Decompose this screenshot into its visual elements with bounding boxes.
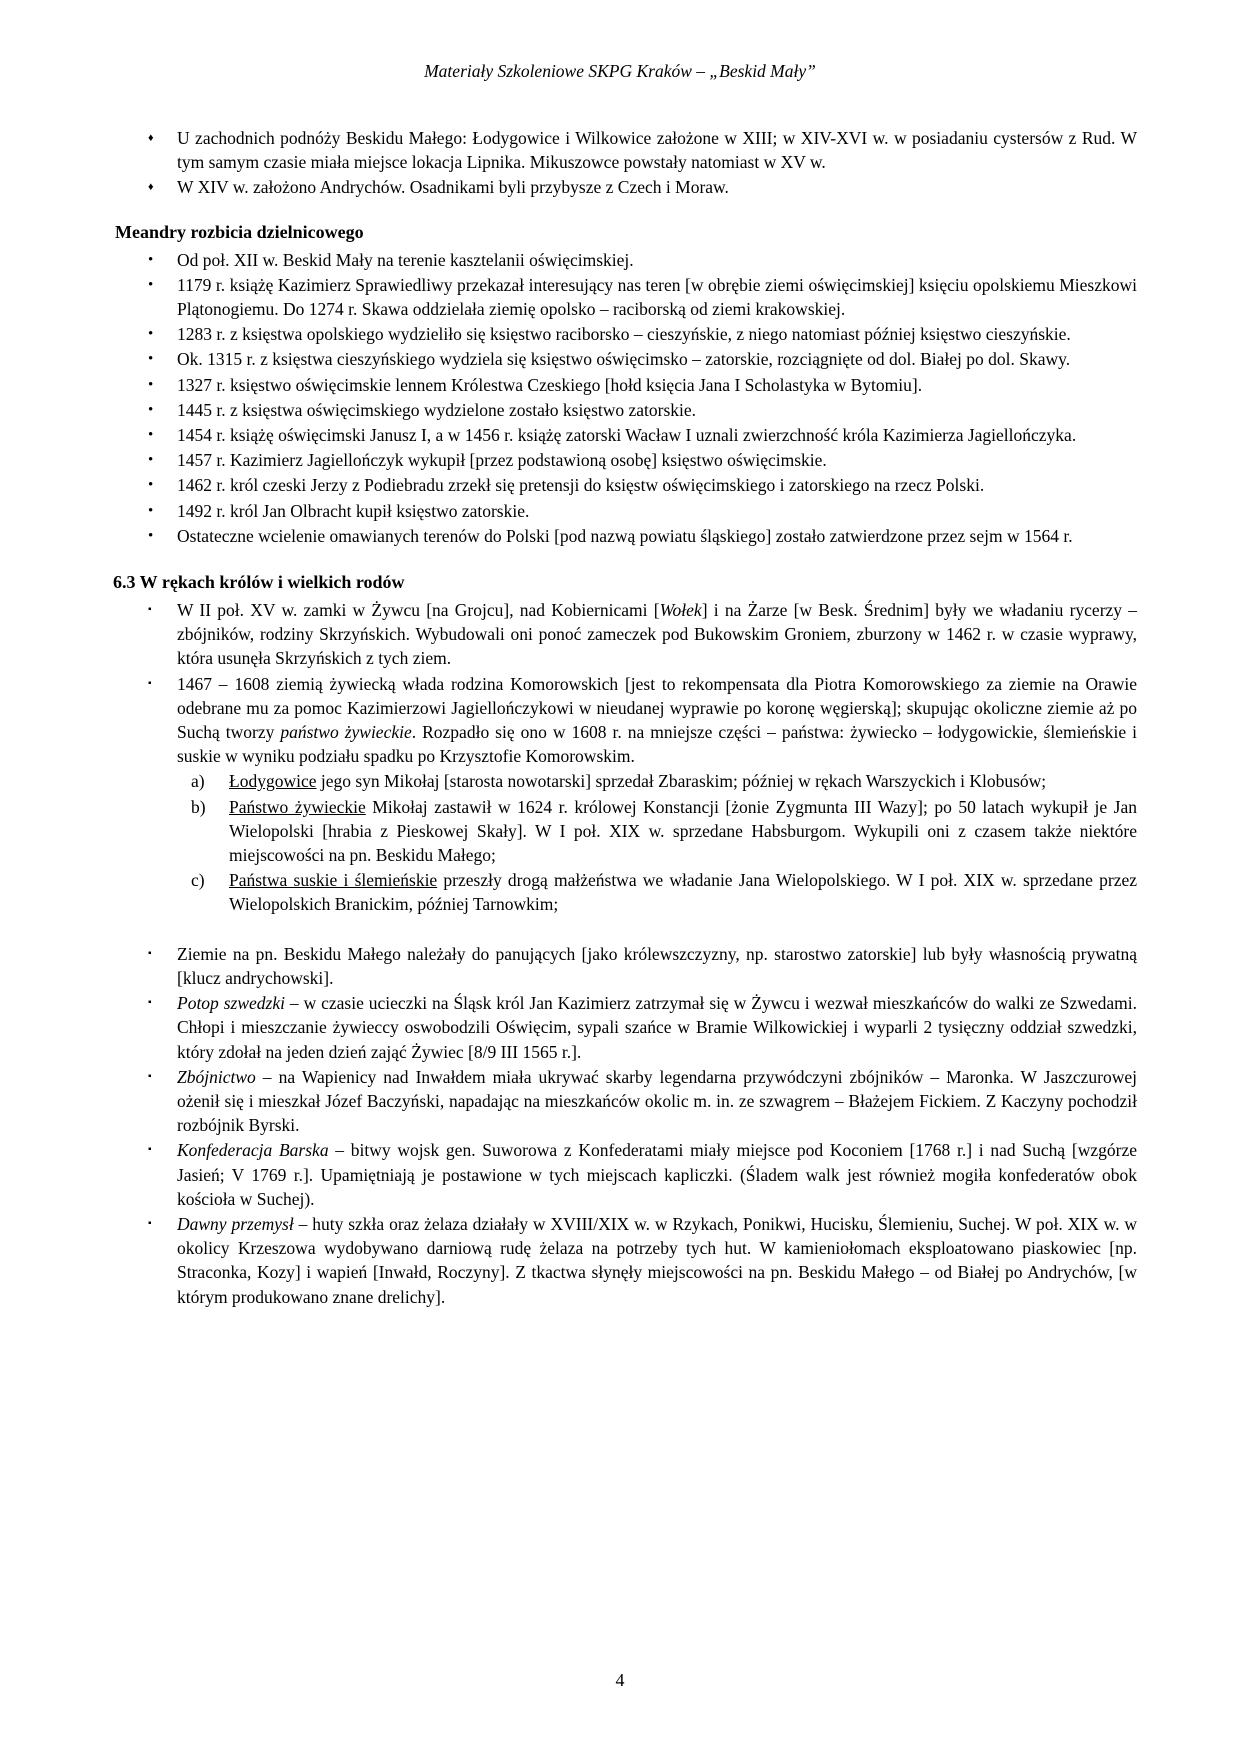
round-bullet-icon: • (148, 477, 154, 494)
list-item (103, 499, 1137, 523)
list-item-text: Od poł. XII w. Beskid Mały na terenie kasztelanii oświęcimskiej. (177, 249, 634, 270)
list-item-text: Dawny przemysł – huty szkła oraz żelaza działały w XVIII/XIX w. w Rzykach, Ponikwi, Hucisku, Ślemieniu, Suchej. W poł. XIX w. w okolicy Krzeszowa wydobywano darniową rudę żelaza na potrzeby tych hut. W kamieniołomach eksploatowano piaskowiec [np. Straconka, Kozy] i wapień [Inwałd, Roczyny]. Z tkactwa słynęły miejscowości na pn. Beskidu Małego – od Białej po Andrychów, [w którym produkowano znane drelichy]. (177, 1213, 1137, 1307)
list-item (103, 347, 1137, 371)
list-item-text: 1283 r. z księstwa opolskiego wydzieliło się księstwo raciborsko – cieszyńskie, z niego natomiast później księstwo cieszyńskie. (177, 324, 1071, 345)
round-bullet-icon: • (148, 376, 154, 393)
list-item (103, 175, 1137, 199)
list-item (103, 672, 1137, 769)
round-bullet-icon: • (148, 401, 154, 418)
list-item (103, 473, 1137, 497)
square-bullet-icon: ▪ (148, 947, 152, 959)
list-item (103, 1065, 1137, 1138)
section-heading-meandry: Meandry rozbicia dzielnicowego (115, 221, 364, 242)
square-bullet-icon: ▪ (148, 604, 152, 616)
list-item-text: Państwo żywieckie Mikołaj zastawił w 1624 r. królowej Konstancji [żonie Zygmunta III Wazy]; po 50 latach wykupił je Jan Wielopolski [hrabia z Pieskowej Skały]. W I poł. XIX w. sprzedane Habsburgom. Wykupili oni z czasem także niektóre miejscowości na pn. Beskidu Małego; (229, 796, 1137, 866)
list-item-text: 1457 r. Kazimierz Jagiellończyk wykupił [przez podstawioną osobę] księstwo oświęcimskie. (177, 450, 827, 471)
list-item-text: U zachodnich podnóży Beskidu Małego: Łodygowice i Wilkowice założone w XIII; w XIV-XVI w. w posiadaniu cystersów z Rud. W tym samym czasie miała miejsce lokacja Lipnika. Mikuszowce powstały natomiast w XV w. (177, 128, 1137, 173)
list-item-text: 1462 r. król czeski Jerzy z Podiebradu zrzekł się pretensji do księstw oświęcimskiego i zatorskiego na rzecz Polski. (177, 475, 985, 496)
list-item (103, 991, 1137, 1064)
list-item-text: Ziemie na pn. Beskidu Małego należały do panujących [jako królewszczyzny, np. starostwo zatorskie] lub były własnością prywatną [klucz andrychowski]. (177, 943, 1137, 988)
sub-list-item (103, 868, 1137, 916)
sub-list-item (103, 795, 1137, 868)
square-bullet-icon: ▪ (148, 1144, 152, 1156)
page-header-title: Materiały Szkoleniowe SKPG Kraków – „Beskid Mały” (424, 61, 816, 81)
list-item-text: 1467 – 1608 ziemią żywiecką włada rodzina Komorowskich [jest to rekompensata dla Piotra Komorowskiego za ziemie na Orawie odebrane mu za pomoc Kazimierzowi Jagiellończykowi w nieudanej wyprawie po koronę węgierską]; skupując okoliczne ziemie aż po Suchą tworzy państwo żywieckie. Rozpadło się ono w 1608 r. na mniejsze części – państwa: żywiecko – łodygowickie, ślemieńskie i suskie w wyniku podziału spadku po Krzysztofie Komorowskim. (177, 673, 1137, 767)
list-item (103, 373, 1137, 397)
round-bullet-icon: • (148, 527, 154, 544)
intro-bullet-list (103, 126, 1137, 200)
list-item (103, 448, 1137, 472)
list-item (103, 126, 1137, 174)
diamond-bullet-icon: ♦ (148, 132, 154, 144)
round-bullet-icon: • (148, 326, 154, 343)
square-bullet-icon: ▪ (148, 1217, 152, 1229)
list-item-text: Potop szwedzki – w czasie ucieczki na Śląsk król Jan Kazimierz zatrzymał się w Żywcu i wezwał mieszkańców do walki ze Szwedami. Chłopi i mieszczanie żywieccy oswobodzili Oświęcim, sypali szańce w Bramie Wilkowickiej i wyparli 2 tysięczny oddział szwedzki, który zdołał na jeden dzień zająć Żywiec [8/9 III 1565 r.]. (177, 993, 1137, 1062)
list-item-text: Państwa suskie i ślemieńskie przeszły drogą małżeństwa we władanie Jana Wielopolskiego. W I poł. XIX w. sprzedane przez Wielopolskich Branickim, później Tarnowkim; (229, 870, 1138, 915)
round-bullet-icon: • (148, 452, 154, 469)
list-item-text: 1327 r. księstwo oświęcimskie lennem Królestwa Czeskiego [hołd księcia Jana I Scholastyka w Bytomiu]. (177, 374, 923, 395)
list-item-label: b) (191, 796, 206, 817)
list-item (103, 398, 1137, 422)
square-bullet-icon: ▪ (148, 1070, 152, 1082)
list-item-label: a) (191, 771, 205, 792)
list-item-text: Zbójnictwo – na Wapienicy nad Inwałdem miała ukrywać skarby legendarna przywódczyni zbójników – Maronka. W Jaszczurowej ożenił się i mieszkał Józef Baczyński, napadając na mieszkańców okolic m. in. ze szwagrem – Błażejem Fickiem. Z Kaczyny pochodził rozbójnik Byrski. (177, 1066, 1137, 1136)
sub-list-item (103, 769, 1137, 793)
round-bullet-icon: • (148, 351, 154, 368)
page-number: 4 (615, 1670, 625, 1690)
list-item-text: W II poł. XV w. zamki w Żywcu [na Grojcu], nad Kobiernicami [Wołek] i na Żarze [w Besk. Średnim] były we władaniu rycerzy – zbójników, rodziny Skrzyńskich. Wybudowali oni ponoć zameczek pod Bukowskim Groniem, zburzony w 1462 r. w czasie wyprawy, która usunęła Skrzyńskich z tych ziem. (177, 600, 1138, 669)
list-item-text: W XIV w. założono Andrychów. Osadnikami byli przybysze z Czech i Moraw. (177, 177, 729, 198)
list-item-text: 1445 r. z księstwa oświęcimskiego wydzielone zostało księstwo zatorskie. (177, 399, 697, 420)
list-item (103, 524, 1137, 548)
list-item-text: 1179 r. książę Kazimierz Sprawiedliwy przekazał interesujący nas teren [w obrębie ziemi oświęcimskiej] księciu opolskiemu Mieszkowi Plątonogiemu. Do 1274 r. Skawa oddzielała ziemię opolsko – raciborską od ziemi krakowskiej. (177, 274, 1137, 320)
list-item (103, 942, 1137, 990)
meandry-bullet-list (103, 248, 1137, 548)
list-item (103, 1138, 1137, 1211)
list-item (103, 273, 1137, 321)
list-item (103, 322, 1137, 346)
list-item-text: Łodygowice jego syn Mikołaj [starosta nowotarski] sprzedał Zbaraskim; później w rękach Warszyckich i Klobusów; (229, 771, 1047, 792)
list-item (103, 598, 1137, 671)
list-item (103, 248, 1137, 272)
list-item-text: 1454 r. książę oświęcimski Janusz I, a w 1456 r. książę zatorski Wacław I uznali zwierzchność króla Kazimierza Jagiellończyka. (177, 425, 1077, 446)
list-item-text: 1492 r. król Jan Olbracht kupił księstwo zatorskie. (177, 500, 530, 521)
list-item (103, 423, 1137, 447)
round-bullet-icon: • (148, 276, 154, 293)
square-bullet-icon: ▪ (148, 997, 152, 1009)
round-bullet-icon: • (148, 502, 154, 519)
diamond-bullet-icon: ♦ (148, 181, 154, 194)
list-item-text: Ostateczne wcielenie omawianych terenów do Polski [pod nazwą powiatu śląskiego] zostało zatwierdzone przez sejm w 1564 r. (177, 525, 1073, 546)
list-item (103, 1212, 1137, 1309)
section-6-3-list (103, 598, 1137, 1309)
list-item-label: c) (191, 870, 205, 891)
square-bullet-icon: ▪ (148, 677, 152, 689)
round-bullet-icon: • (148, 427, 154, 444)
list-item-text: Konfederacja Barska – bitwy wojsk gen. Suworowa z Konfederatami miały miejsce pod Koconiem [1768 r.] i nad Suchą [wzgórze Jasień; V 1769 r.]. Upamiętniają je postawione w tych miejscach kapliczki. (Śladem walk jest również mogiła konfederatów obok kościoła w Suchej). (177, 1140, 1138, 1209)
list-item-text: Ok. 1315 r. z księstwa cieszyńskiego wydziela się księstwo oświęcimsko – zatorskie, rozciągnięte od dol. Białej po dol. Skawy. (177, 349, 1071, 370)
round-bullet-icon: • (148, 251, 154, 268)
section-heading-6-3: 6.3 W rękach królów i wielkich rodów (113, 572, 405, 593)
